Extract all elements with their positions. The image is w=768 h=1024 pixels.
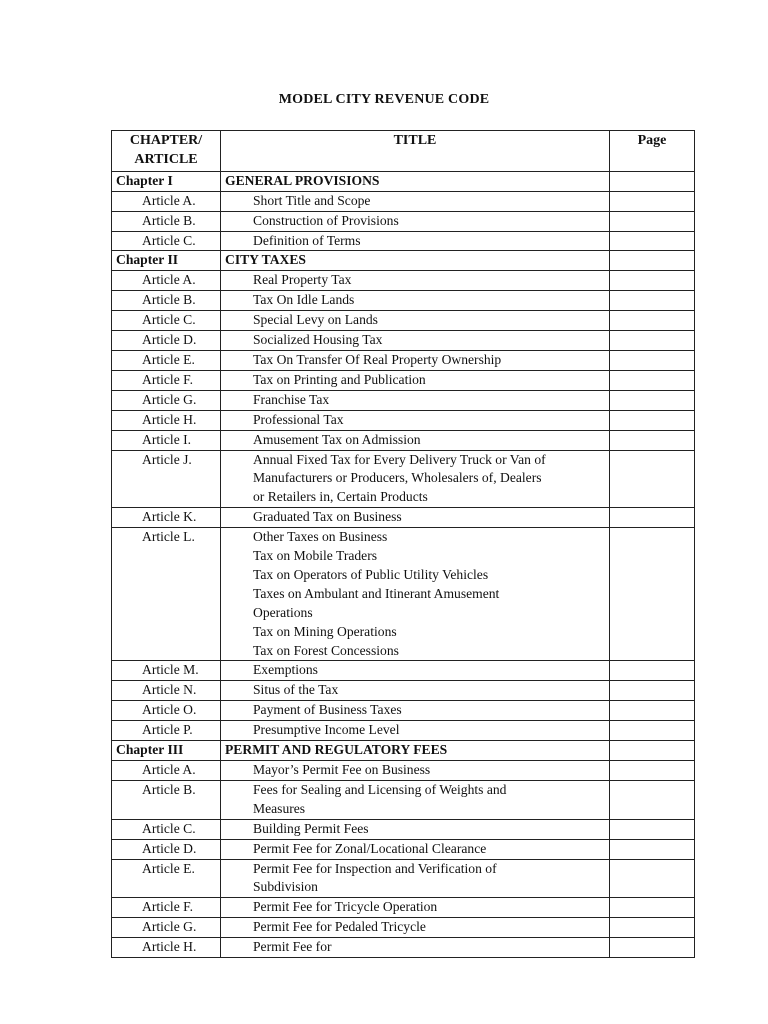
article-number: Article F.	[112, 370, 221, 390]
toc-body	[112, 171, 695, 957]
page-number-cell	[610, 780, 695, 819]
title-line: Subdivision	[253, 879, 318, 895]
header-title: TITLE	[221, 131, 610, 172]
article-title	[221, 508, 610, 528]
title-line: Tax On Idle Lands	[253, 292, 355, 308]
article-row	[112, 410, 695, 430]
title-line: Franchise Tax	[253, 391, 330, 407]
chapter-number: Chapter II	[112, 251, 221, 271]
article-title	[221, 390, 610, 410]
article-title	[221, 331, 610, 351]
page-number-cell	[610, 661, 695, 681]
article-number: Article C.	[112, 311, 221, 331]
title-line: Permit Fee for Tricycle Operation	[253, 899, 438, 915]
article-number: Article B.	[112, 291, 221, 311]
page-number-cell	[610, 721, 695, 741]
article-row	[112, 721, 695, 741]
article-row	[112, 331, 695, 351]
title-line: Real Property Tax	[253, 272, 352, 288]
header-chapter-article: CHAPTER/ ARTICLE	[112, 131, 221, 172]
article-row	[112, 681, 695, 701]
article-title	[221, 291, 610, 311]
article-title	[221, 410, 610, 430]
page-number-cell	[610, 311, 695, 331]
title-line: Taxes on Ambulant and Itinerant Amusement	[253, 585, 500, 601]
title-line: Permit Fee for Zonal/Locational Clearance	[253, 840, 487, 856]
title-line: GENERAL PROVISIONS	[225, 172, 380, 188]
article-title	[221, 211, 610, 231]
article-title	[221, 350, 610, 370]
title-line: or Retailers in, Certain Products	[253, 489, 428, 505]
article-row	[112, 819, 695, 839]
page-number-cell	[610, 191, 695, 211]
page-number-cell	[610, 918, 695, 938]
title-line: Tax on Forest Concessions	[253, 642, 399, 658]
page-number-cell	[610, 938, 695, 958]
article-row	[112, 661, 695, 681]
page-number-cell	[610, 430, 695, 450]
article-title	[221, 231, 610, 251]
article-row	[112, 701, 695, 721]
article-title	[221, 430, 610, 450]
article-title	[221, 191, 610, 211]
article-number: Article B.	[112, 780, 221, 819]
title-line: Amusement Tax on Admission	[253, 431, 421, 447]
article-row	[112, 291, 695, 311]
page-number-cell	[610, 410, 695, 430]
title-line: Measures	[253, 800, 306, 816]
title-line: Mayor’s Permit Fee on Business	[253, 762, 431, 777]
title-line: Special Levy on Lands	[253, 312, 378, 328]
chapter-row	[112, 741, 695, 761]
article-number: Article H.	[112, 410, 221, 430]
title-line: Operations	[253, 604, 313, 620]
title-line: Annual Fixed Tax for Every Delivery Truck or Van of	[253, 451, 546, 467]
page-number-cell	[610, 450, 695, 508]
article-title	[221, 839, 610, 859]
chapter-row	[112, 251, 695, 271]
page-number-cell	[610, 508, 695, 528]
article-row	[112, 898, 695, 918]
chapter-number: Chapter III	[112, 741, 221, 761]
article-number: Article L.	[112, 528, 221, 661]
title-line: Situs of the Tax	[253, 682, 339, 698]
title-line: Payment of Business Taxes	[253, 702, 402, 718]
title-line: Tax On Transfer Of Real Property Ownership	[253, 351, 502, 367]
article-title	[221, 859, 610, 898]
document-title: MODEL CITY REVENUE CODE	[278, 92, 490, 107]
chapter-row	[112, 171, 695, 191]
article-number: Article D.	[112, 331, 221, 351]
article-row	[112, 918, 695, 938]
page-number-cell	[610, 528, 695, 661]
article-number: Article A.	[112, 271, 221, 291]
page-number-cell	[610, 839, 695, 859]
article-number: Article J.	[112, 450, 221, 508]
page-number-cell	[610, 251, 695, 271]
article-row	[112, 430, 695, 450]
article-title	[221, 918, 610, 938]
article-number: Article E.	[112, 859, 221, 898]
article-row	[112, 311, 695, 331]
page-number-cell	[610, 390, 695, 410]
article-title	[221, 898, 610, 918]
article-title	[221, 721, 610, 741]
title-line: PERMIT AND REGULATORY FEES	[225, 742, 448, 758]
page-number-cell	[610, 331, 695, 351]
article-row	[112, 450, 695, 508]
article-row	[112, 761, 695, 781]
page-number-cell	[610, 271, 695, 291]
article-number: Article C.	[112, 231, 221, 251]
article-row	[112, 191, 695, 211]
article-number: Article N.	[112, 681, 221, 701]
title-line: Short Title and Scope	[253, 192, 371, 208]
article-title	[221, 370, 610, 390]
chapter-title	[221, 251, 610, 271]
article-title	[221, 311, 610, 331]
article-row	[112, 938, 695, 958]
page-number-cell	[610, 211, 695, 231]
header-row	[112, 131, 695, 172]
article-number: Article C.	[112, 819, 221, 839]
title-line: Fees for Sealing and Licensing of Weights and	[253, 781, 507, 797]
page-number-cell	[610, 898, 695, 918]
article-row	[112, 508, 695, 528]
page-number-cell	[610, 350, 695, 370]
article-row	[112, 780, 695, 819]
article-number: Article I.	[112, 430, 221, 450]
article-row	[112, 211, 695, 231]
article-row	[112, 390, 695, 410]
article-row	[112, 370, 695, 390]
title-line: Manufacturers or Producers, Wholesalers of, Dealers	[253, 470, 542, 486]
article-number: Article O.	[112, 701, 221, 721]
title-line: Permit Fee for Inspection and Verification of	[253, 860, 497, 876]
page-number-cell	[610, 701, 695, 721]
title-line: Graduated Tax on Business	[253, 509, 402, 525]
article-number: Article B.	[112, 211, 221, 231]
article-number: Article A.	[112, 191, 221, 211]
article-number: Article D.	[112, 839, 221, 859]
header-page: Page	[610, 131, 695, 172]
article-title	[221, 450, 610, 508]
article-title	[221, 761, 610, 781]
page-number-cell	[610, 370, 695, 390]
article-number: Article M.	[112, 661, 221, 681]
article-title	[221, 819, 610, 839]
table-of-contents	[111, 130, 695, 958]
page-number-cell	[610, 859, 695, 898]
title-line: Permit Fee for Pedaled Tricycle	[253, 919, 426, 935]
chapter-title	[221, 741, 610, 761]
chapter-title	[221, 171, 610, 191]
title-line: Construction of Provisions	[253, 212, 399, 228]
article-row	[112, 350, 695, 370]
title-line: Presumptive Income Level	[253, 722, 400, 738]
page-number-cell	[610, 291, 695, 311]
article-title	[221, 681, 610, 701]
title-line: Tax on Operators of Public Utility Vehicles	[253, 566, 489, 582]
title-line: Socialized Housing Tax	[253, 332, 383, 348]
title-line: Building Permit Fees	[253, 820, 369, 836]
article-title	[221, 938, 610, 958]
article-title	[221, 780, 610, 819]
page-number-cell	[610, 171, 695, 191]
page-number-cell	[610, 681, 695, 701]
page-number-cell	[610, 231, 695, 251]
article-number: Article G.	[112, 390, 221, 410]
title-line: Exemptions	[253, 662, 318, 678]
title-line: Tax on Mining Operations	[253, 623, 397, 639]
article-number: Article A.	[112, 761, 221, 781]
article-number: Article P.	[112, 721, 221, 741]
title-line: CITY TAXES	[225, 252, 306, 268]
title-line: Tax on Printing and Publication	[253, 371, 426, 387]
page-number-cell	[610, 761, 695, 781]
article-title	[221, 528, 610, 661]
article-number: Article H.	[112, 938, 221, 958]
article-row	[112, 839, 695, 859]
article-row	[112, 271, 695, 291]
article-number: Article F.	[112, 898, 221, 918]
article-row	[112, 528, 695, 661]
article-row	[112, 859, 695, 898]
article-number: Article G.	[112, 918, 221, 938]
article-title	[221, 701, 610, 721]
title-line: Definition of Terms	[253, 232, 361, 248]
article-title	[221, 661, 610, 681]
article-number: Article K.	[112, 508, 221, 528]
page-number-cell	[610, 741, 695, 761]
title-line: Professional Tax	[253, 411, 344, 427]
chapter-number: Chapter I	[112, 171, 221, 191]
title-line: Tax on Mobile Traders	[253, 548, 378, 564]
title-line: Other Taxes on Business	[253, 529, 388, 545]
article-number: Article E.	[112, 350, 221, 370]
article-title	[221, 271, 610, 291]
article-row	[112, 231, 695, 251]
page-number-cell	[610, 819, 695, 839]
title-line: Permit Fee for	[253, 939, 332, 955]
